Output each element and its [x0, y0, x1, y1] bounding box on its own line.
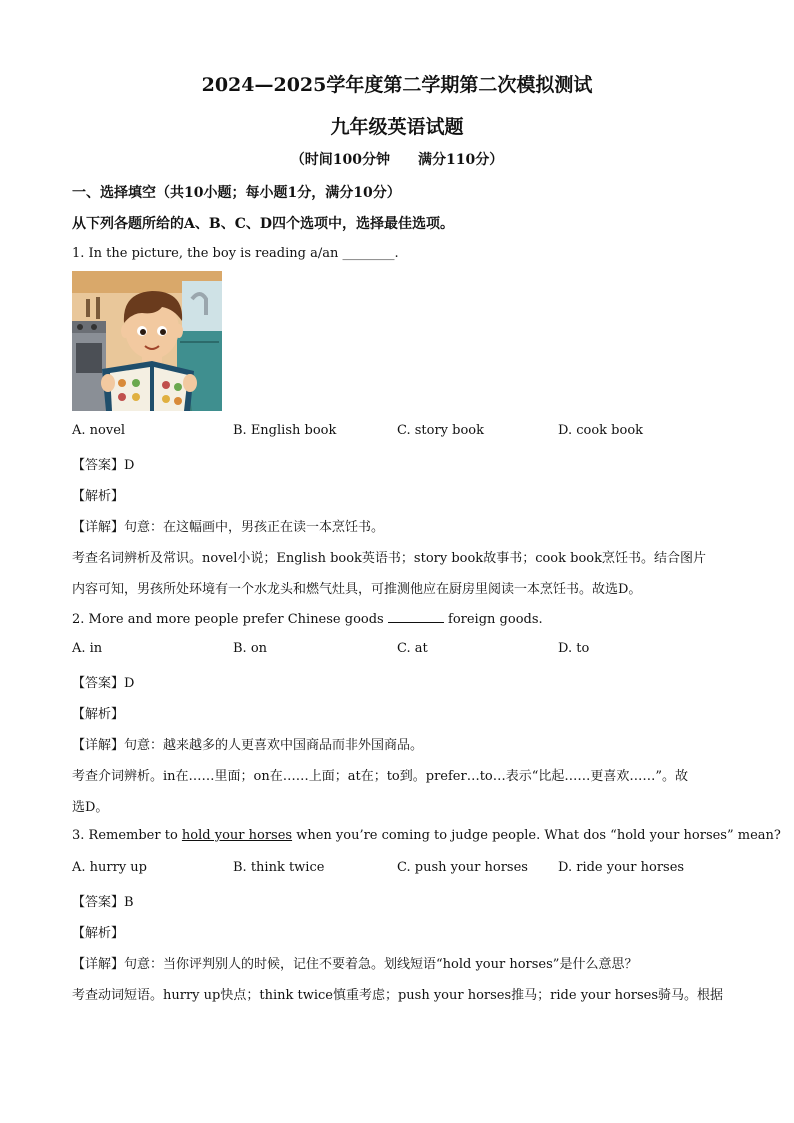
q3-stem [72, 828, 781, 843]
section-instruction: 从下列各题所给的A、B、C、D四个选项中，选择最佳选项。 [72, 216, 454, 232]
q3-answer: 【答案】B [72, 895, 134, 910]
q2-stem-start: 2. More and more people prefer Chinese goods [72, 612, 384, 627]
q1-option-b: B. English book [233, 423, 337, 438]
q1-detail: 【详解】句意：在这幅画中，男孩正在读一本烹饪书。 [72, 520, 385, 535]
q2-detail: 【详解】句意：越来越多的人更喜欢中国商品而非外国商品。 [72, 738, 424, 753]
q2-analysis-label: 【解析】 [72, 707, 125, 722]
q3-analysis-label: 【解析】 [72, 926, 125, 941]
q3-underlined-phrase: hold your horses [181, 828, 293, 843]
q2-explanation-line2: 选D。 [72, 800, 109, 815]
q1-option-a: A. novel [72, 423, 126, 438]
q2-answer: 【答案】D [72, 676, 135, 691]
q3-explanation-line1: 考查动词短语。hurry up快点；think twice慎重考虑；push your horses推马；ride your horses骑马。根据 [72, 988, 724, 1003]
q3-detail: 【详解】句意：当你评判别人的时候，记住不要着急。划线短语“hold your horses”是什么意思？ [72, 957, 638, 972]
section-heading: 一、选择填空（共10小题；每小题1分，满分10分） [72, 185, 401, 201]
q2-option-c: C. at [397, 641, 428, 656]
q1-explanation-line2: 内容可知，男孩所处环境有一个水龙头和燃气灶具，可推测他应在厨房里阅读一本烹饪书。故选D。 [72, 582, 642, 597]
q1-stem: 1. In the picture, the boy is reading a/an ________. [72, 246, 399, 261]
q1-option-d: D. cook book [558, 423, 644, 438]
q3-option-a: A. hurry up [72, 860, 147, 875]
q2-option-d: D. to [558, 641, 590, 656]
q1-option-c: C. story book [397, 423, 485, 438]
q1-answer: 【答案】D [72, 458, 135, 473]
exam-info: （时间100分钟 满分110分） [290, 152, 504, 168]
exam-title: 2024—2025学年度第二学期第二次模拟测试 [201, 74, 593, 96]
q2-stem-end: foreign goods. [448, 612, 543, 627]
exam-subtitle: 九年级英语试题 [330, 116, 464, 138]
q2-stem [72, 610, 732, 627]
q1-analysis-label: 【解析】 [72, 489, 125, 504]
q2-option-a: A. in [72, 641, 103, 656]
q1-explanation-line1: 考查名词辨析及常识。novel小说；English book英语书；story book故事书；cook book烹饪书。结合图片 [72, 551, 706, 566]
q2-blank [388, 610, 444, 623]
q3-option-d: D. ride your horses [558, 860, 685, 875]
q2-explanation-line1: 考查介词辨析。in在……里面；on在……上面；at在；to到。prefer…to…表示“比起……更喜欢……”。故 [72, 769, 689, 784]
kitchen-illustration-icon [72, 271, 222, 411]
q3-option-b: B. think twice [233, 860, 325, 875]
q3-stem-end: when you’re coming to judge people. What dos “hold your horses” mean? [296, 828, 781, 843]
q3-stem-start: 3. Remember to [72, 828, 178, 843]
boy-reading-cookbook-illustration [72, 271, 222, 411]
q3-option-c: C. push your horses [397, 860, 528, 875]
q2-option-b: B. on [233, 641, 268, 656]
